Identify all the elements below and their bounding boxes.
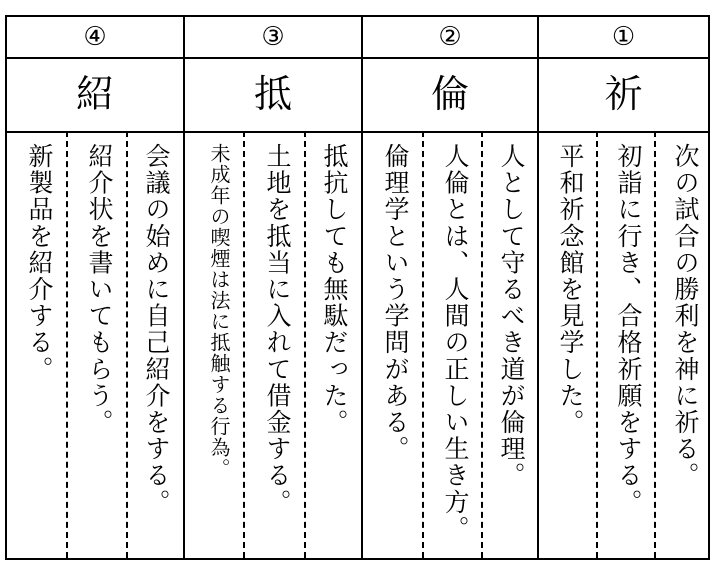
kanji-cell (7, 57, 183, 133)
example-sentence: 抵抗しても無駄だった。 (320, 143, 349, 436)
sentence-column (481, 131, 537, 558)
panel-number: ② (438, 22, 462, 52)
example-sentence: 人として守るべき道が倫理。 (497, 143, 526, 489)
kanji-panel-3 (183, 17, 361, 558)
example-sentences (185, 131, 361, 558)
sentence-column (66, 131, 126, 558)
kanji-character: 抵 (253, 72, 292, 116)
example-sentence: 新製品を紹介する。 (25, 143, 54, 383)
example-sentence: 未成年の喫煙は法に抵触する行為。 (207, 143, 231, 479)
kanji-character: 倫 (430, 72, 469, 116)
panel-number-row (539, 17, 708, 59)
panel-number-row (363, 17, 537, 59)
example-sentences (7, 131, 183, 558)
sentence-column (363, 131, 422, 558)
example-sentences (539, 131, 708, 558)
kanji-character: 紹 (75, 72, 114, 116)
sentence-column (596, 131, 654, 558)
panel-number-row (7, 17, 183, 59)
sentence-column (654, 131, 710, 558)
sentence-column (185, 131, 243, 558)
kanji-panel-4 (7, 17, 183, 558)
example-sentence: 倫理学という学問がある。 (381, 143, 410, 463)
example-sentence: 紹介状を書いてもらう。 (85, 143, 114, 436)
kanji-worksheet (5, 15, 710, 560)
panel-number: ③ (261, 22, 285, 52)
sentence-column (243, 131, 304, 558)
kanji-cell (363, 57, 537, 133)
panel-number: ① (611, 22, 636, 52)
kanji-panel-1 (537, 17, 708, 558)
example-sentence: 平和祈念館を見学した。 (556, 143, 585, 436)
example-sentence: 次の試合の勝利を神に祈る。 (671, 143, 700, 489)
panel-number-row (185, 17, 361, 59)
kanji-character: 祈 (604, 72, 643, 116)
panel-number: ④ (83, 22, 107, 52)
sentence-column (422, 131, 481, 558)
kanji-cell (185, 57, 361, 133)
example-sentence: 土地を抵当に入れて借金する。 (263, 143, 292, 516)
example-sentences (363, 131, 537, 558)
kanji-cell (539, 57, 708, 133)
kanji-panel-2 (361, 17, 537, 558)
sentence-column (126, 131, 183, 558)
sentence-column (304, 131, 361, 558)
sentence-column (539, 131, 596, 558)
example-sentence: 人倫とは、人間の正しい生き方。 (441, 143, 470, 542)
example-sentence: 初詣に行き、合格祈願をする。 (614, 143, 643, 516)
example-sentence: 会議の始めに自己紹介をする。 (142, 143, 171, 516)
sentence-column (7, 131, 66, 558)
